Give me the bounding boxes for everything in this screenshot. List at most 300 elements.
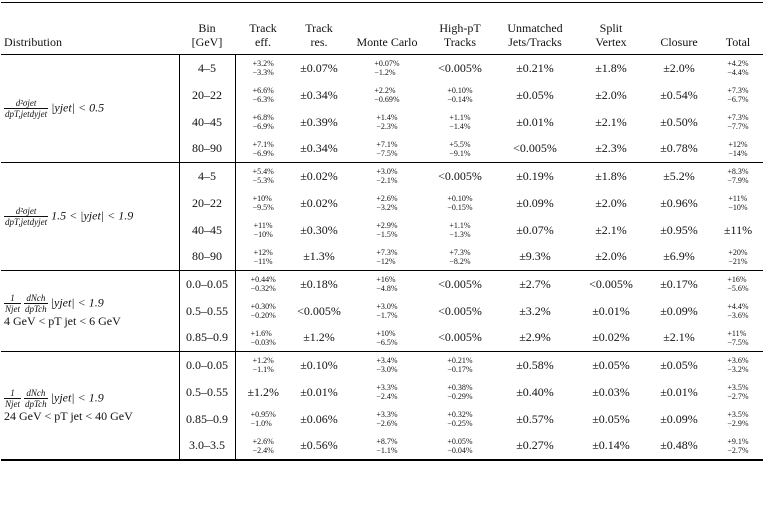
upper-uncertainty: +0.10% [447, 86, 473, 95]
lower-uncertainty: −4.4% [727, 68, 749, 78]
lower-uncertainty: −1.1% [252, 365, 274, 375]
upper-uncertainty: +3.0% [376, 302, 398, 311]
distribution-group [1, 163, 763, 271]
bin-cell: 0.85–0.9 [179, 406, 235, 433]
unmatched-cell [493, 190, 577, 217]
lower-uncertainty: −2.9% [727, 419, 749, 428]
total-cell [713, 136, 763, 163]
upper-uncertainty: +8.7% [376, 436, 398, 446]
upper-uncertainty: +20% [728, 247, 748, 257]
split-vertex-cell [577, 109, 645, 136]
bin-cell: 0.85–0.9 [179, 325, 235, 352]
symmetric-uncertainty: <0.005% [438, 330, 482, 345]
asymmetric-uncertainty [376, 140, 397, 158]
asymmetric-uncertainty [253, 194, 274, 212]
symmetric-uncertainty: <0.005% [513, 141, 557, 156]
asymmetric-uncertainty [727, 437, 748, 455]
upper-uncertainty: +4.4% [727, 302, 749, 311]
closure-cell [645, 82, 713, 109]
asymmetric-uncertainty [727, 383, 748, 401]
fraction-denominator: dpTch [25, 398, 47, 409]
monte-carlo-cell [347, 244, 427, 271]
split-vertex-cell [577, 325, 645, 352]
split-vertex-cell [577, 298, 645, 325]
track-res-cell [291, 325, 347, 352]
derivative-fraction [4, 98, 48, 119]
symmetric-uncertainty: ±0.07% [300, 60, 338, 75]
track-eff-cell [235, 244, 291, 271]
symmetric-uncertainty: ±2.7% [519, 276, 551, 291]
upper-uncertainty: +11% [253, 221, 273, 230]
symmetric-uncertainty: ±0.58% [516, 357, 554, 372]
upper-uncertainty: +1.4% [376, 113, 398, 122]
bin-cell: 0.5–0.55 [179, 379, 235, 406]
pt-range-condition: 4 GeV < pT jet < 6 GeV [4, 314, 121, 328]
distribution-label [1, 55, 179, 163]
monte-carlo-cell [347, 82, 427, 109]
symmetric-uncertainty: ±2.3% [595, 141, 627, 156]
closure-cell [645, 352, 713, 379]
asymmetric-uncertainty [447, 86, 472, 104]
track-eff-cell [235, 109, 291, 136]
high-pt-cell [427, 406, 493, 433]
symmetric-uncertainty: ±0.10% [300, 357, 338, 372]
track-res-cell [291, 298, 347, 325]
lower-uncertainty: −1.2% [374, 68, 396, 78]
symmetric-uncertainty: ±0.05% [660, 357, 698, 372]
asymmetric-uncertainty [727, 356, 748, 374]
track-eff-cell [235, 55, 291, 82]
symmetric-uncertainty: ±0.17% [660, 276, 698, 291]
closure-cell [645, 433, 713, 460]
asymmetric-uncertainty [376, 383, 397, 401]
symmetric-uncertainty: ±2.0% [595, 249, 627, 264]
upper-uncertainty: +16% [376, 275, 396, 285]
symmetric-uncertainty: ±1.3% [303, 249, 335, 264]
symmetric-uncertainty: ±5.2% [663, 168, 695, 183]
track-eff-cell [235, 136, 291, 163]
bin-cell: 4–5 [179, 163, 235, 190]
track-res-cell [291, 352, 347, 379]
asymmetric-uncertainty [376, 194, 397, 212]
unmatched-cell [493, 244, 577, 271]
track-eff-cell [235, 82, 291, 109]
split-vertex-cell [577, 163, 645, 190]
symmetric-uncertainty: ±0.09% [660, 411, 698, 426]
asymmetric-uncertainty [447, 356, 472, 374]
unmatched-cell [493, 433, 577, 460]
monte-carlo-cell [347, 163, 427, 190]
upper-uncertainty: +2.9% [376, 221, 398, 230]
high-pt-cell [427, 298, 493, 325]
lower-uncertainty: −9.5% [252, 203, 274, 212]
closure-cell [645, 217, 713, 244]
prefactor-denominator: Njet [5, 398, 20, 409]
lower-uncertainty: −9.1% [449, 148, 471, 158]
split-vertex-cell [577, 136, 645, 163]
unmatched-cell [493, 163, 577, 190]
lower-uncertainty: −1.4% [449, 122, 471, 131]
symmetric-uncertainty: ±0.34% [300, 87, 338, 102]
unmatched-cell [493, 325, 577, 352]
bin-cell: 3.0–3.5 [179, 433, 235, 460]
lower-uncertainty: −2.6% [376, 419, 398, 428]
bin-cell: 40–45 [179, 109, 235, 136]
distribution-group [1, 55, 763, 163]
unmatched-cell [493, 271, 577, 298]
lower-uncertainty: −4.8% [376, 284, 398, 294]
track-res-cell [291, 82, 347, 109]
rapidity-condition: 1.5 < |yjet| < 1.9 [51, 208, 134, 223]
pt-range-condition: 24 GeV < pT jet < 40 GeV [4, 408, 133, 423]
fraction-numerator: dNch [24, 388, 48, 399]
symmetric-uncertainty: ±0.54% [660, 87, 698, 102]
upper-uncertainty: +1.6% [250, 328, 272, 338]
symmetric-uncertainty: ±0.18% [300, 276, 338, 291]
symmetric-uncertainty: ±0.14% [592, 438, 630, 453]
split-vertex-cell [577, 217, 645, 244]
upper-uncertainty: +7.1% [376, 139, 398, 149]
unmatched-cell [493, 352, 577, 379]
upper-uncertainty: +1.1% [449, 113, 471, 122]
lower-uncertainty: −1.0% [250, 419, 272, 428]
symmetric-uncertainty: ±0.27% [516, 438, 554, 453]
lower-uncertainty: −1.3% [449, 230, 471, 239]
symmetric-uncertainty: ±2.9% [519, 330, 551, 345]
monte-carlo-cell [347, 352, 427, 379]
total-cell [713, 271, 763, 298]
fraction-denominator: dpTch [25, 304, 47, 314]
lower-uncertainty: −0.17% [447, 365, 473, 375]
upper-uncertainty: +12% [253, 247, 273, 257]
symmetric-uncertainty: ±0.09% [516, 195, 554, 210]
symmetric-uncertainty: ±0.01% [516, 114, 554, 129]
lower-uncertainty: −6.9% [252, 122, 274, 131]
symmetric-uncertainty: ±11% [723, 222, 753, 237]
lower-uncertainty: −21% [728, 256, 748, 266]
asymmetric-uncertainty [376, 302, 397, 320]
unmatched-cell [493, 82, 577, 109]
total-cell [713, 217, 763, 244]
lower-uncertainty: −3.2% [376, 203, 398, 212]
asymmetric-uncertainty [251, 302, 276, 320]
upper-uncertainty: +9.1% [727, 436, 749, 446]
symmetric-uncertainty: <0.005% [438, 60, 482, 75]
lower-uncertainty: −7.7% [727, 122, 749, 131]
lower-uncertainty: −10% [253, 230, 273, 239]
table-row [1, 352, 763, 379]
asymmetric-uncertainty [449, 113, 470, 131]
track-eff-cell [235, 271, 291, 298]
split-vertex-cell [577, 379, 645, 406]
track-res-cell [291, 379, 347, 406]
high-pt-cell [427, 163, 493, 190]
asymmetric-uncertainty [253, 167, 274, 185]
upper-uncertainty: +6.8% [252, 113, 274, 122]
track-eff-cell [235, 352, 291, 379]
lower-uncertainty: −7.5% [376, 148, 398, 158]
prefactor-numerator: 1 [4, 293, 21, 304]
upper-uncertainty: +7.3% [727, 113, 749, 122]
bin-cell: 80–90 [179, 244, 235, 271]
monte-carlo-cell [347, 271, 427, 298]
split-vertex-cell [577, 82, 645, 109]
monte-carlo-cell [347, 406, 427, 433]
upper-uncertainty: +3.2% [252, 59, 274, 69]
asymmetric-uncertainty [727, 302, 748, 320]
monte-carlo-cell [347, 325, 427, 352]
lower-uncertainty: −11% [253, 256, 273, 266]
total-cell [713, 163, 763, 190]
closure-cell [645, 163, 713, 190]
symmetric-uncertainty: ±1.2% [303, 330, 335, 345]
asymmetric-uncertainty [727, 167, 748, 185]
distribution-formula [4, 98, 177, 119]
upper-uncertainty: +11% [727, 328, 747, 338]
total-cell [713, 82, 763, 109]
asymmetric-uncertainty [728, 248, 747, 266]
upper-uncertainty: +3.3% [376, 383, 398, 392]
upper-uncertainty: +0.32% [447, 410, 473, 419]
lower-uncertainty: −6.5% [376, 337, 398, 347]
unmatched-cell [493, 217, 577, 244]
lower-uncertainty: −14% [728, 148, 748, 158]
asymmetric-uncertainty [727, 329, 748, 347]
rapidity-condition: |yjet| < 1.9 [50, 295, 104, 310]
lower-uncertainty: −0.20% [250, 311, 276, 320]
upper-uncertainty: +1.1% [449, 221, 471, 230]
prefactor-denominator: Njet [5, 304, 20, 314]
upper-uncertainty: +0.05% [447, 436, 473, 446]
bin-cell: 20–22 [179, 82, 235, 109]
symmetric-uncertainty: ±0.95% [660, 222, 698, 237]
fraction-numerator: d²σjet [4, 98, 48, 109]
symmetric-uncertainty: ±0.40% [516, 384, 554, 399]
track-eff-cell [235, 433, 291, 460]
symmetric-uncertainty: ±0.05% [592, 357, 630, 372]
lower-uncertainty: −0.25% [447, 419, 473, 428]
lower-uncertainty: −10% [728, 203, 748, 212]
lower-uncertainty: −0.14% [447, 95, 473, 104]
asymmetric-uncertainty [253, 59, 274, 77]
symmetric-uncertainty: <0.005% [438, 168, 482, 183]
split-vertex-cell [577, 190, 645, 217]
symmetric-uncertainty: ±0.01% [660, 384, 698, 399]
table-row [1, 55, 763, 82]
bin-cell: 0.0–0.05 [179, 352, 235, 379]
fraction-numerator: dNch [24, 293, 48, 304]
upper-uncertainty: +0.07% [374, 59, 400, 69]
bin-cell: 80–90 [179, 136, 235, 163]
symmetric-uncertainty: ±0.48% [660, 438, 698, 453]
symmetric-uncertainty: ±0.34% [300, 141, 338, 156]
symmetric-uncertainty: ±0.21% [516, 60, 554, 75]
unmatched-cell [493, 298, 577, 325]
bin-cell: 0.0–0.05 [179, 271, 235, 298]
upper-uncertainty: +1.2% [252, 356, 274, 366]
prefactor-numerator: 1 [4, 388, 21, 399]
monte-carlo-cell [347, 433, 427, 460]
rapidity-condition: |yjet| < 1.9 [50, 389, 104, 404]
monte-carlo-cell [347, 217, 427, 244]
upper-uncertainty: +16% [727, 275, 747, 285]
derivative-fraction [24, 388, 48, 409]
distribution-label [1, 163, 179, 271]
asymmetric-uncertainty [727, 59, 748, 77]
table-header [1, 3, 763, 55]
upper-uncertainty: +7.3% [449, 247, 471, 257]
total-cell [713, 55, 763, 82]
unmatched-cell [493, 379, 577, 406]
symmetric-uncertainty: ±2.0% [663, 60, 695, 75]
symmetric-uncertainty: ±1.8% [595, 168, 627, 183]
lower-uncertainty: −12% [376, 256, 396, 266]
total-cell [713, 109, 763, 136]
prefactor-fraction [4, 293, 21, 314]
distribution-label [1, 352, 179, 460]
closure-cell [645, 55, 713, 82]
symmetric-uncertainty: ±0.57% [516, 411, 554, 426]
header-closure: Closure [645, 3, 713, 55]
symmetric-uncertainty: ±0.06% [300, 411, 338, 426]
lower-uncertainty: −0.15% [447, 203, 473, 212]
symmetric-uncertainty: ±0.05% [516, 87, 554, 102]
lower-uncertainty: −0.69% [374, 95, 400, 104]
unmatched-cell [493, 406, 577, 433]
track-res-cell [291, 109, 347, 136]
asymmetric-uncertainty [376, 356, 397, 374]
closure-cell [645, 406, 713, 433]
asymmetric-uncertainty [727, 410, 748, 428]
upper-uncertainty: +12% [728, 139, 748, 149]
closure-cell [645, 379, 713, 406]
asymmetric-uncertainty [376, 167, 397, 185]
header-split-vertex: Split Vertex [577, 3, 645, 55]
track-res-cell [291, 406, 347, 433]
split-vertex-cell [577, 352, 645, 379]
split-vertex-cell [577, 55, 645, 82]
header-distribution: Distribution [1, 3, 179, 55]
symmetric-uncertainty: ±0.03% [592, 384, 630, 399]
distribution-formula [4, 206, 177, 227]
track-res-cell [291, 271, 347, 298]
upper-uncertainty: +5.5% [449, 139, 471, 149]
asymmetric-uncertainty [727, 275, 748, 293]
monte-carlo-cell [347, 379, 427, 406]
track-eff-cell [235, 163, 291, 190]
upper-uncertainty: +0.95% [250, 410, 276, 419]
lower-uncertainty: −0.03% [250, 337, 276, 347]
total-cell [713, 325, 763, 352]
symmetric-uncertainty: ±2.1% [595, 222, 627, 237]
lower-uncertainty: −2.1% [376, 176, 398, 186]
lower-uncertainty: −8.2% [449, 256, 471, 266]
lower-uncertainty: −1.5% [376, 230, 398, 239]
upper-uncertainty: +0.21% [447, 356, 473, 366]
asymmetric-uncertainty [251, 329, 276, 347]
track-res-cell [291, 244, 347, 271]
symmetric-uncertainty: <0.005% [589, 276, 633, 291]
track-eff-cell [235, 190, 291, 217]
symmetric-uncertainty: ±0.02% [300, 195, 338, 210]
monte-carlo-cell [347, 136, 427, 163]
monte-carlo-cell [347, 190, 427, 217]
track-res-cell [291, 163, 347, 190]
asymmetric-uncertainty [254, 221, 273, 239]
track-res-cell [291, 433, 347, 460]
upper-uncertainty: +5.4% [252, 167, 274, 177]
split-vertex-cell [577, 406, 645, 433]
asymmetric-uncertainty [449, 221, 470, 239]
bin-cell: 4–5 [179, 55, 235, 82]
closure-cell [645, 325, 713, 352]
lower-uncertainty: −6.3% [252, 95, 274, 104]
closure-cell [645, 298, 713, 325]
lower-uncertainty: −2.7% [727, 392, 749, 401]
symmetric-uncertainty: ±0.19% [516, 168, 554, 183]
split-vertex-cell [577, 244, 645, 271]
asymmetric-uncertainty [253, 86, 274, 104]
asymmetric-uncertainty [254, 248, 273, 266]
high-pt-cell [427, 379, 493, 406]
lower-uncertainty: −6.9% [252, 148, 274, 158]
monte-carlo-cell [347, 298, 427, 325]
track-res-cell [291, 55, 347, 82]
lower-uncertainty: −0.32% [250, 284, 276, 294]
lower-uncertainty: −5.3% [252, 176, 274, 186]
upper-uncertainty: +4.2% [727, 59, 749, 69]
closure-cell [645, 271, 713, 298]
asymmetric-uncertainty [374, 86, 399, 104]
symmetric-uncertainty: ±0.50% [660, 114, 698, 129]
asymmetric-uncertainty [376, 221, 397, 239]
track-res-cell [291, 217, 347, 244]
asymmetric-uncertainty [728, 194, 747, 212]
split-vertex-cell [577, 433, 645, 460]
upper-uncertainty: +7.1% [252, 139, 274, 149]
track-eff-cell [235, 298, 291, 325]
upper-uncertainty: +2.2% [374, 86, 396, 95]
systematic-uncertainty-table [1, 2, 763, 461]
track-eff-cell [235, 217, 291, 244]
track-eff-cell [235, 325, 291, 352]
asymmetric-uncertainty [376, 410, 397, 428]
asymmetric-uncertainty [251, 275, 276, 293]
fraction-denominator: dpT,jetdyjet [5, 217, 48, 227]
symmetric-uncertainty: ±0.56% [300, 438, 338, 453]
symmetric-uncertainty: ±0.02% [592, 330, 630, 345]
asymmetric-uncertainty [376, 275, 397, 293]
upper-uncertainty: +3.4% [376, 356, 398, 366]
track-res-cell [291, 190, 347, 217]
high-pt-cell [427, 433, 493, 460]
header-track-res: Track res. [291, 3, 347, 55]
high-pt-cell [427, 217, 493, 244]
symmetric-uncertainty: ±0.02% [300, 168, 338, 183]
high-pt-cell [427, 82, 493, 109]
upper-uncertainty: +7.3% [376, 247, 398, 257]
upper-uncertainty: +3.6% [727, 356, 749, 366]
upper-uncertainty: +10% [252, 194, 272, 203]
fraction-denominator: dpT,jetdyjet [5, 109, 48, 119]
total-cell [713, 298, 763, 325]
lower-uncertainty: −6.7% [727, 95, 749, 104]
symmetric-uncertainty: ±3.2% [519, 303, 551, 318]
header-monte-carlo: Monte Carlo [347, 3, 427, 55]
total-cell [713, 352, 763, 379]
unmatched-cell [493, 55, 577, 82]
track-eff-cell [235, 379, 291, 406]
